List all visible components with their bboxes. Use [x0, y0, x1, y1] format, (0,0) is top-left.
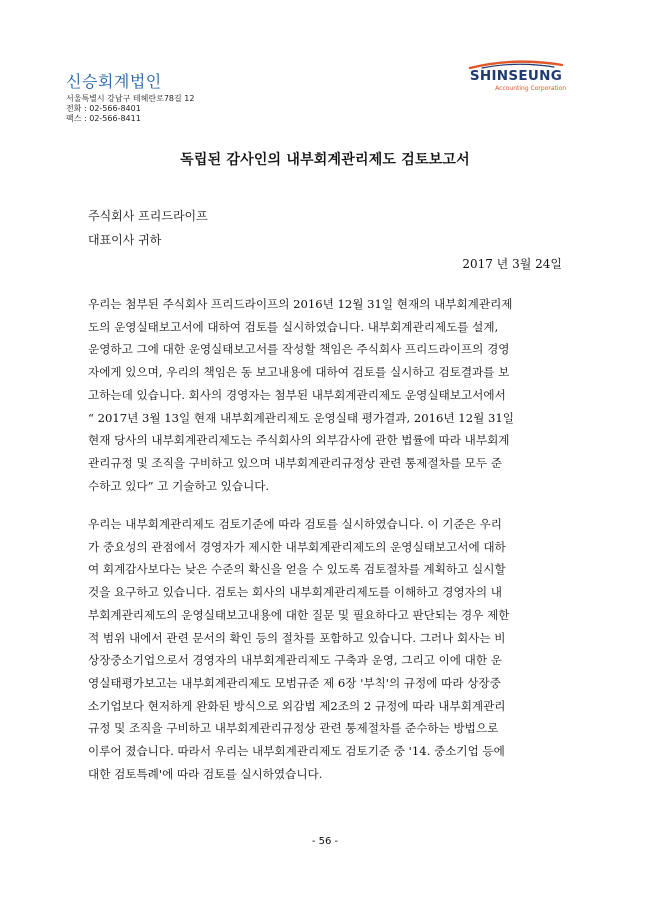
paragraph-line: 도의 운영실태보고서에 대하여 검토를 실시하였습니다. 내부회계관리제도를 설계, [88, 319, 499, 334]
paragraph-line: 관리규정 및 조직을 구비하고 있으며 내부회계관리규정상 관련 통제절차를 모두 준 [88, 455, 502, 470]
paragraph-line: 대한 검토특례'에 따라 검토를 실시하였습니다. [88, 766, 323, 781]
page-number: - 56 - [311, 836, 339, 847]
paragraph-line: 현재 당사의 내부회계관리제도는 주식회사의 외부감사에 관한 법률에 따라 내부회계 [88, 433, 510, 448]
report-title: 독립된 감사인의 내부회계관리제도 검토보고서 [180, 152, 470, 168]
report-date: 2017 년 3월 24일 [462, 257, 562, 271]
addressee-person: 대표이사 귀하 [88, 233, 162, 247]
paragraph-line: 자에게 있으며, 우리의 책임은 동 보고내용에 대하여 검토를 실시하고 검토결과를 보 [88, 365, 510, 380]
paragraph-2 [88, 513, 562, 785]
paragraph-line: 소기업보다 현저하게 완화된 방식으로 외감법 제2조의 2 규정에 따라 내부회계관리 [88, 698, 506, 713]
paragraph-line: 운영하고 그에 대한 운영실태보고서를 작성할 책임은 주식회사 프리드라이프의 경영 [88, 342, 510, 357]
logo-title: SHINSEUNG [469, 68, 563, 84]
firm-contact-info [66, 94, 194, 124]
paragraph-line: 것을 요구하고 있습니다. 검토는 회사의 내부회계관리제도를 이해하고 경영자의 내 [88, 585, 502, 600]
paragraph-line: 영실태평가보고는 내부회계관리제도 모범규준 제 6장 '부칙'의 규정에 따라 상장중 [88, 675, 501, 690]
paragraph-line: 이루어 졌습니다. 따라서 우리는 내부회계관리제도 검토기준 중 '14. 중소기업 등에 [88, 744, 505, 759]
paragraph-line: “ 2017년 3월 13일 현재 내부회계관리제도 운영실태 평가결과, 2016년 12월 31일 [88, 410, 514, 425]
firm-fax: 팩스 : 02-566-8411 [66, 114, 141, 123]
firm-name: 신승회계법인 [66, 72, 162, 91]
paragraph-line: 상장중소기업으로서 경영자의 내부회계관리제도 구축과 운영, 그리고 이에 대한 운 [88, 653, 502, 668]
paragraph-1 [88, 293, 562, 497]
paragraph-line: 우리는 첨부된 주식회사 프리드라이프의 2016년 12월 31일 현재의 내부회계관리제 [88, 297, 513, 311]
paragraph-line: 가 중요성의 관점에서 경영자가 제시한 내부회계관리제도의 운영실태보고서에 대하 [88, 539, 506, 554]
paragraph-line: 부회계관리제도의 운영실태보고내용에 대한 질문 및 필요하다고 판단되는 경우 제한 [88, 607, 510, 622]
paragraph-line: 규정 및 조직을 구비하고 내부회계관리규정상 관련 통제절차를 준수하는 방법으로 [88, 721, 499, 736]
firm-phone: 전화 : 02-566-8401 [66, 104, 141, 113]
logo-subtitle: Accounting Corporation [495, 85, 566, 92]
paragraph-line: 고하는데 있습니다. 회사의 경영자는 첨부된 내부회계관리제도 운영실태보고서에서 [88, 387, 506, 402]
addressee-company: 주식회사 프리드라이프 [88, 209, 208, 223]
firm-address: 서울특별시 강남구 테헤란로78길 12 [66, 94, 195, 103]
paragraph-line: 적 범위 내에서 관련 문서의 확인 등의 절차를 포함하고 있습니다. 그러나 회사는 비 [88, 630, 506, 645]
shinseung-logo [462, 59, 567, 93]
paragraph-line: 여 회계감사보다는 낮은 수준의 확신을 얻을 수 있도록 검토절차를 계획하고 실시할 [88, 562, 506, 577]
paragraph-line: 수하고 있다” 고 기술하고 있습니다. [88, 478, 270, 493]
paragraph-line: 우리는 내부회계관리제도 검토기준에 따라 검토를 실시하였습니다. 이 기준은 우리 [88, 517, 502, 531]
